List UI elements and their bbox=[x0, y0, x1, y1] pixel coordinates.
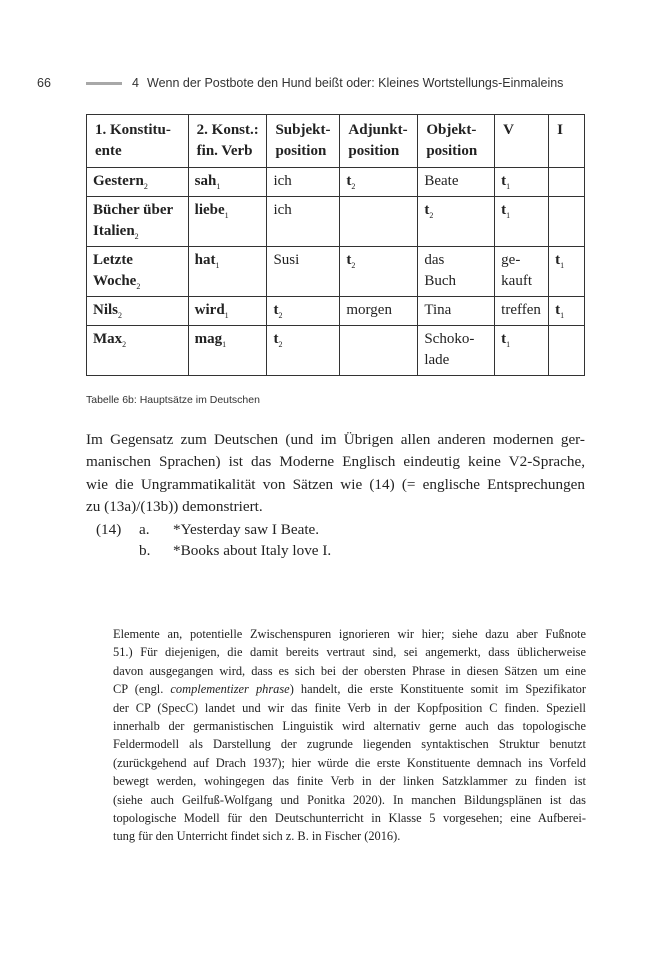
header-text: Objekt- bbox=[426, 122, 477, 138]
table-cell bbox=[188, 197, 267, 247]
index-subscript: 2 bbox=[278, 311, 283, 320]
cell-text: Tina bbox=[424, 302, 452, 318]
cell-text: Letzte bbox=[93, 252, 133, 268]
table-cell bbox=[87, 168, 189, 197]
cell-text: t bbox=[346, 252, 352, 268]
header-text: position bbox=[348, 143, 400, 159]
footnote-line: 51.) Für diejenigen, die damit bereits vertraut sind, sei angemerkt, dass üblicherweise bbox=[113, 645, 586, 660]
header-text: Adjunkt- bbox=[348, 122, 408, 138]
example-b-label: b. bbox=[139, 542, 151, 559]
table-cell bbox=[495, 168, 549, 197]
column-header bbox=[340, 115, 418, 168]
footnote-line bbox=[113, 680, 586, 698]
cell-text: t bbox=[273, 302, 279, 318]
table-cell bbox=[495, 247, 549, 297]
footnote-line: Elemente an, potentielle Zwischenspuren ignorieren wir hier; siehe dazu aber Fußnote bbox=[113, 627, 586, 641]
table-header-row bbox=[87, 115, 585, 168]
table-cell bbox=[188, 326, 267, 376]
footnote-line: (siehe auch Geilfuß-Wolfgang und Ponitka 2020). In manchen Bildungsplänen ist das bbox=[113, 792, 586, 807]
cell-text: mag bbox=[194, 331, 223, 347]
cell-text: Max bbox=[93, 331, 123, 347]
cell-text: ge- bbox=[501, 252, 521, 268]
table-row bbox=[87, 247, 585, 297]
table-caption: Tabelle 6b: Hauptsätze im Deutschen bbox=[86, 394, 260, 406]
index-subscript: 1 bbox=[216, 182, 221, 191]
footnote-line: innerhalb der germanistischen Linguistik wird alternativ gerne auch das topologische bbox=[113, 719, 586, 734]
footnote-line: Feldermodell als Darstellung der zugrunde liegenden syntaktischen Struktur benutzt bbox=[113, 737, 586, 752]
cell-text: morgen bbox=[346, 302, 392, 318]
header-text: I bbox=[557, 122, 563, 138]
index-subscript: 2 bbox=[351, 261, 356, 270]
cell-text: sah bbox=[194, 173, 217, 189]
cell-text: t bbox=[424, 202, 430, 218]
index-subscript: 1 bbox=[224, 311, 229, 320]
table-cell bbox=[549, 168, 585, 197]
header-text: 2. Konst.: bbox=[196, 122, 259, 138]
cell-text: Nils bbox=[93, 302, 119, 318]
running-header bbox=[37, 74, 597, 96]
example-a-label: a. bbox=[139, 521, 150, 538]
table-cell bbox=[340, 168, 418, 197]
index-subscript: 2 bbox=[134, 232, 139, 241]
cell-text: t bbox=[555, 252, 561, 268]
cell-text: t bbox=[273, 331, 279, 347]
index-subscript: 2 bbox=[351, 182, 356, 191]
table-row bbox=[87, 168, 585, 197]
table-cell bbox=[495, 326, 549, 376]
header-text: V bbox=[503, 122, 515, 138]
cell-text: Susi bbox=[273, 252, 300, 268]
footnote-italic-term: complementizer phrase bbox=[170, 682, 290, 697]
header-rule bbox=[86, 82, 122, 85]
table-cell bbox=[418, 297, 495, 326]
running-title: Wenn der Postbote den Hund beißt oder: Kleines Wortstellungs-Einmaleins bbox=[147, 76, 564, 90]
paragraph-line: wie die Ungrammatikalität von Sätzen wie (14) (= englische Entsprechungen bbox=[86, 475, 585, 493]
index-subscript: 2 bbox=[136, 282, 141, 291]
table-cell bbox=[340, 197, 418, 247]
index-subscript: 1 bbox=[560, 311, 565, 320]
header-text: 1. Konstitu- bbox=[95, 122, 171, 138]
table-cell bbox=[267, 326, 340, 376]
footnote-line: der CP (SpecC) landet und wir das finite Verb in der Kopfposition C finden. Speziell bbox=[113, 700, 586, 715]
chapter-number: 4 bbox=[132, 76, 139, 90]
table-row bbox=[87, 297, 585, 326]
table-cell bbox=[495, 197, 549, 247]
table-cell bbox=[549, 197, 585, 247]
table-cell bbox=[549, 297, 585, 326]
table-cell bbox=[87, 326, 189, 376]
cell-text: t bbox=[501, 202, 507, 218]
index-subscript: 2 bbox=[118, 311, 123, 320]
cell-text: t bbox=[501, 173, 507, 189]
cell-text: Buch bbox=[424, 273, 456, 289]
cell-text: t bbox=[555, 302, 561, 318]
cell-text: Gestern bbox=[93, 173, 144, 189]
table-body bbox=[87, 168, 585, 376]
table-cell bbox=[267, 197, 340, 247]
footnote bbox=[113, 625, 586, 846]
table-cell bbox=[418, 247, 495, 297]
table-cell bbox=[87, 297, 189, 326]
table-cell bbox=[188, 168, 267, 197]
table-cell bbox=[418, 197, 495, 247]
index-subscript: 1 bbox=[506, 182, 511, 191]
cell-text: ich bbox=[273, 173, 292, 189]
header-text: fin. Verb bbox=[196, 143, 253, 159]
cell-text: Woche bbox=[93, 273, 137, 289]
cell-text: das bbox=[424, 252, 445, 268]
cell-text: lade bbox=[424, 352, 450, 368]
page-number: 66 bbox=[37, 76, 51, 90]
paragraph-line: manischen Sprachen) ist das Moderne Englisch eindeutig keine V2-Sprache, bbox=[86, 453, 585, 471]
table-cell bbox=[549, 326, 585, 376]
header-text: ente bbox=[95, 143, 122, 159]
index-subscript: 2 bbox=[429, 211, 434, 220]
column-header bbox=[549, 115, 585, 168]
table-cell bbox=[495, 297, 549, 326]
cell-text: kauft bbox=[501, 273, 532, 289]
cell-text: wird bbox=[194, 302, 225, 318]
header-text: position bbox=[426, 143, 478, 159]
cell-text: treffen bbox=[501, 302, 541, 318]
table-cell bbox=[340, 297, 418, 326]
header-text: position bbox=[275, 143, 327, 159]
index-subscript: 2 bbox=[122, 340, 127, 349]
table-cell bbox=[340, 326, 418, 376]
header-text: Subjekt- bbox=[275, 122, 331, 138]
cell-text: t bbox=[501, 331, 507, 347]
footnote-line: topologische Modell für den Deutschunterricht in Klasse 5 vorgesehen; eine Aufberei- bbox=[113, 811, 586, 826]
table-cell bbox=[418, 326, 495, 376]
footnote-line: bewegt werden, wohingegen das finite Verb in der linken Satzklammer zu finden ist bbox=[113, 774, 586, 789]
index-subscript: 2 bbox=[143, 182, 148, 191]
word-order-table bbox=[86, 114, 585, 376]
table-cell bbox=[87, 247, 189, 297]
footnote-text: ) handelt, die erste Konstituente somit im Spezifikator bbox=[289, 682, 586, 697]
paragraph-line: zu (13a)/(13b)) demonstriert. bbox=[86, 497, 263, 515]
table-cell bbox=[549, 247, 585, 297]
table-cell bbox=[267, 168, 340, 197]
table-cell bbox=[267, 297, 340, 326]
column-header bbox=[188, 115, 267, 168]
cell-text: liebe bbox=[194, 202, 225, 218]
index-subscript: 1 bbox=[506, 340, 511, 349]
table-row bbox=[87, 326, 585, 376]
body-paragraph bbox=[86, 429, 585, 518]
index-subscript: 1 bbox=[222, 340, 227, 349]
example-number: (14) bbox=[96, 521, 122, 538]
column-header bbox=[418, 115, 495, 168]
table-row bbox=[87, 197, 585, 247]
index-subscript: 1 bbox=[215, 261, 220, 270]
paragraph-line: Im Gegensatz zum Deutschen (und im Übrigen allen anderen modernen ger- bbox=[86, 431, 585, 448]
footnote-line: davon ausgegangen wird, dass es sich bei der obersten Phrase in diesen Sätzen um eine bbox=[113, 663, 586, 678]
cell-text: Beate bbox=[424, 173, 459, 189]
cell-text: Bücher über bbox=[93, 202, 174, 218]
footnote-line: tung für den Unterricht findet sich z. B. in Fischer (2016). bbox=[113, 829, 401, 844]
index-subscript: 2 bbox=[278, 340, 283, 349]
column-header bbox=[267, 115, 340, 168]
table-cell bbox=[340, 247, 418, 297]
column-header bbox=[87, 115, 189, 168]
example-b-text: *Books about Italy love I. bbox=[173, 542, 332, 559]
cell-text: t bbox=[346, 173, 352, 189]
cell-text: ich bbox=[273, 202, 292, 218]
index-subscript: 1 bbox=[506, 211, 511, 220]
table-cell bbox=[87, 197, 189, 247]
table-cell bbox=[188, 297, 267, 326]
index-subscript: 1 bbox=[224, 211, 229, 220]
cell-text: hat bbox=[194, 252, 216, 268]
column-header bbox=[495, 115, 549, 168]
table-cell bbox=[267, 247, 340, 297]
table-cell bbox=[418, 168, 495, 197]
footnote-line: (zurückgehend auf Drach 1937); hier würde die erste Konstituente demnach ins Vorfeld bbox=[113, 755, 586, 770]
example-a-text: *Yesterday saw I Beate. bbox=[173, 521, 320, 538]
footnote-text: CP (engl. bbox=[113, 682, 171, 697]
cell-text: Schoko- bbox=[424, 331, 475, 347]
cell-text: Italien bbox=[93, 223, 135, 239]
index-subscript: 1 bbox=[560, 261, 565, 270]
table-cell bbox=[188, 247, 267, 297]
